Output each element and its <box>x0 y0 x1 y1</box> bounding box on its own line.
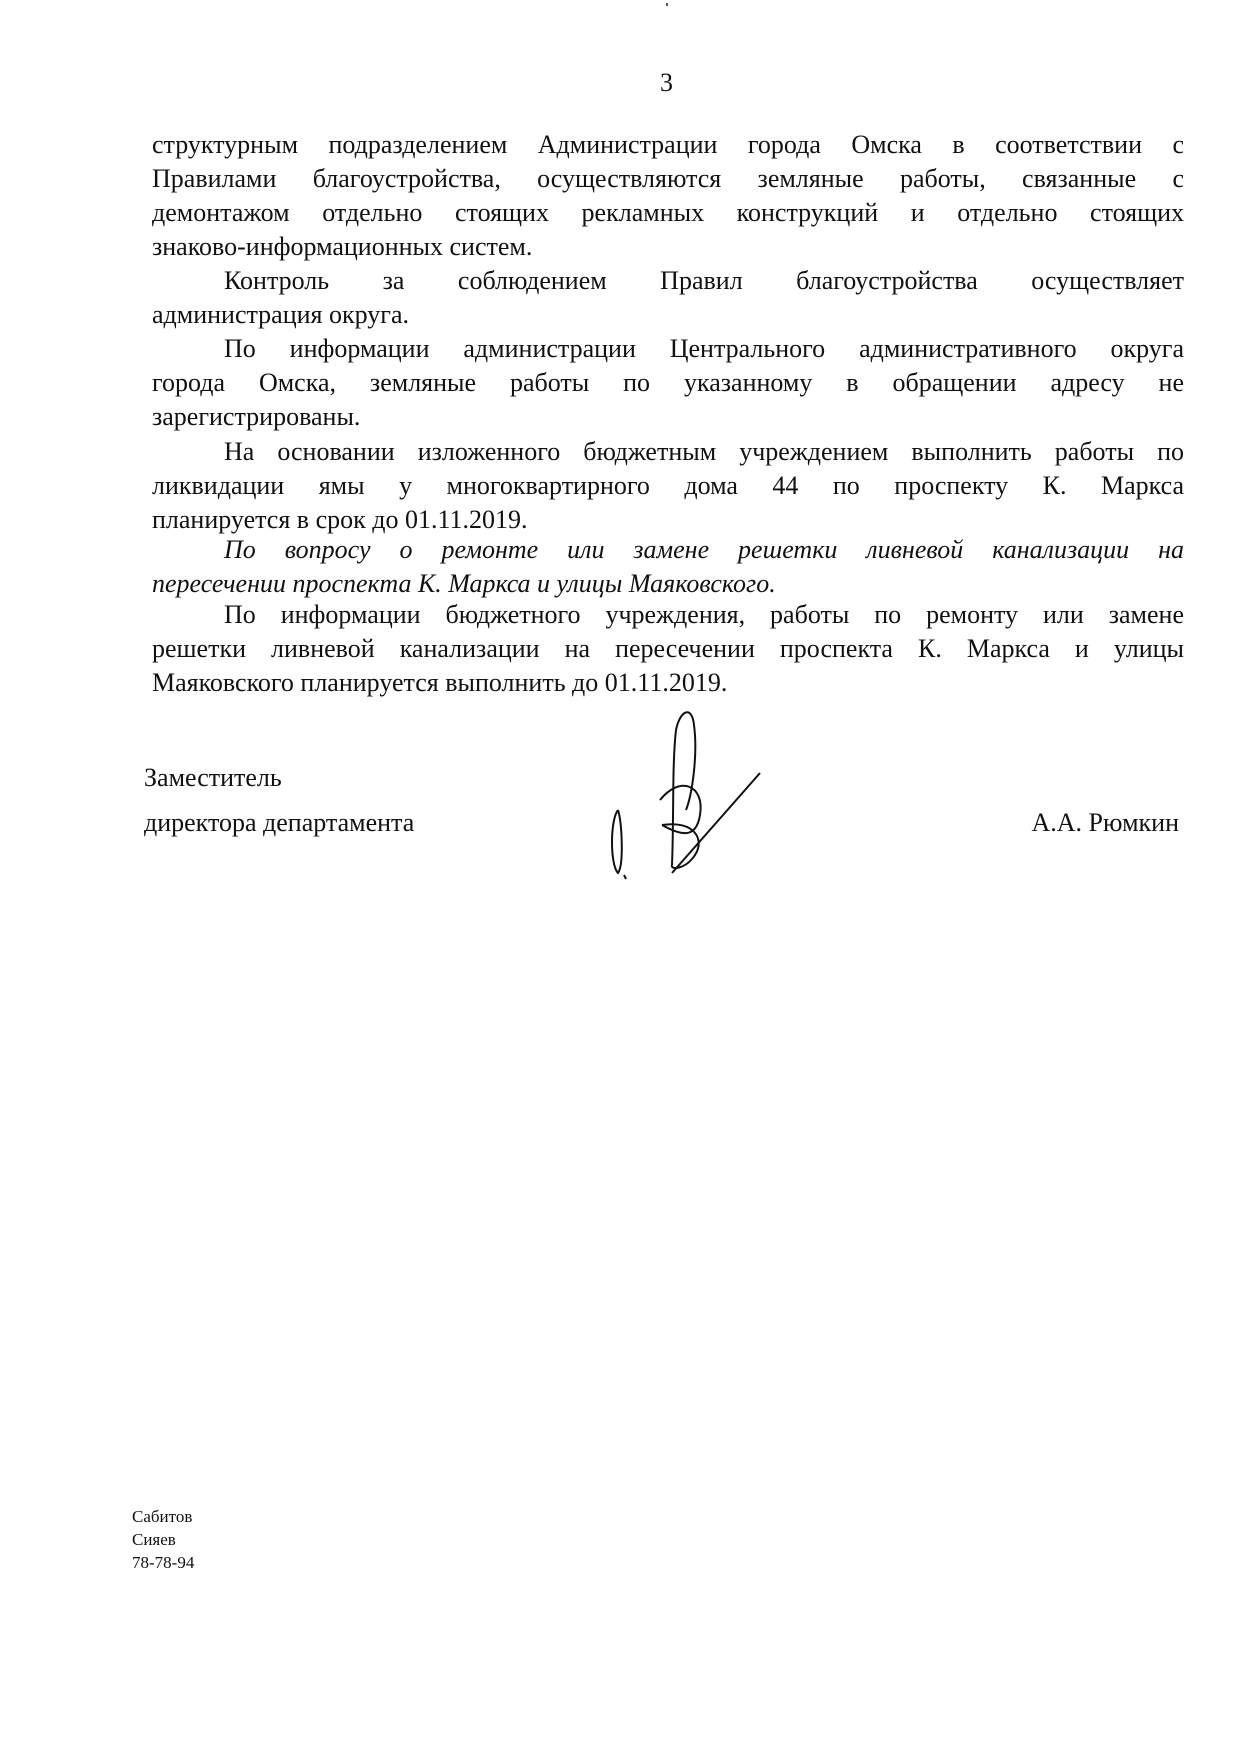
text-line: ликвидации ямы у многоквартирного дома 44 по проспекту К. Маркса <box>152 471 1184 500</box>
text-line: планируется в срок до 01.11.2019. <box>152 505 528 534</box>
executor-name: Сабитов <box>132 1507 193 1526</box>
executor-name: Сияев <box>132 1530 176 1549</box>
signatory-name: А.А. Рюмкин <box>1031 808 1179 837</box>
text-line: города Омска, земляные работы по указанному в обращении адресу не <box>152 368 1184 397</box>
text-line: пересечении проспекта К. Маркса и улицы Маяковского. <box>152 569 776 598</box>
signatory-title-line2: директора департамента <box>144 808 415 837</box>
text-line: знаково-информационных систем. <box>152 232 533 261</box>
text-line: По информации бюджетного учреждения, работы по ремонту или замене <box>224 600 1184 629</box>
text-line: На основании изложенного бюджетным учреждением выполнить работы по <box>224 437 1184 466</box>
text-line: решетки ливневой канализации на пересечении проспекта К. Маркса и улицы <box>152 634 1184 663</box>
executor-phone: 78-78-94 <box>132 1553 195 1572</box>
executor-footer <box>132 1505 194 1574</box>
paragraph <box>152 264 1184 332</box>
text-line: Правилами благоустройства, осуществляются земляные работы, связанные с <box>152 164 1184 193</box>
signatory-title-line1: Заместитель <box>144 763 282 792</box>
section-heading-paragraph <box>152 533 1184 601</box>
text-line: администрация округа. <box>152 300 410 329</box>
scan-artifact <box>666 3 668 6</box>
paragraph <box>152 332 1184 434</box>
text-line: По информации администрации Центрального административного округа <box>224 334 1184 363</box>
text-line: По вопросу о ремонте или замене решетки ливневой канализации на <box>224 535 1184 564</box>
text-line: зарегистрированы. <box>152 402 361 431</box>
text-line: Маяковского планируется выполнить до 01.11.2019. <box>152 668 728 697</box>
paragraph <box>152 598 1184 700</box>
text-line: структурным подразделением Администрации города Омска в соответствии с <box>152 130 1184 159</box>
text-line: демонтажом отдельно стоящих рекламных конструкций и отдельно стоящих <box>152 198 1184 227</box>
text-line: Контроль за соблюдением Правил благоустройства осуществляет <box>224 266 1184 295</box>
paragraph <box>152 435 1184 537</box>
paragraph <box>152 128 1184 264</box>
page-number: 3 <box>660 68 673 97</box>
handwritten-signature <box>600 705 770 880</box>
